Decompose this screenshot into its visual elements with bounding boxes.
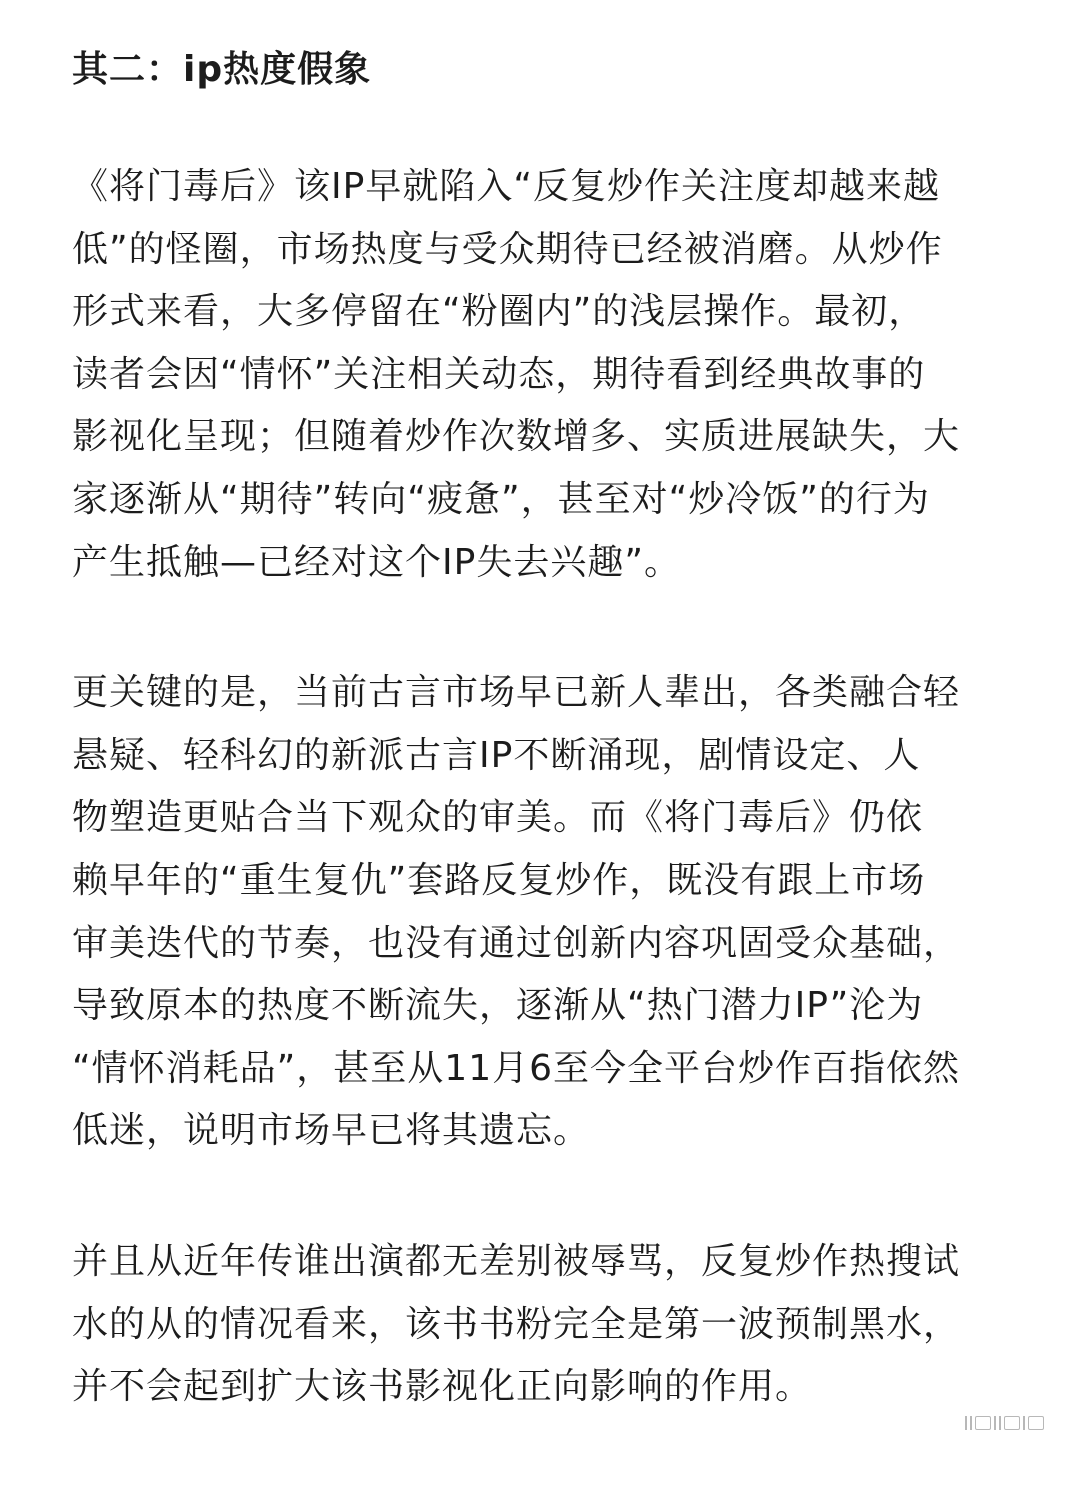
text-line: 悬疑、轻科幻的新派古言IP不断涌现，剧情设定、人 <box>72 734 921 776</box>
text-line: 产生抵触—已经对这个IP失去兴趣”。 <box>72 541 681 583</box>
watermark-bar <box>999 1416 1001 1430</box>
text-line: 更关键的是，当前古言市场早已新人辈出，各类融合轻 <box>72 672 961 714</box>
text-line: 低”的怪圈，市场热度与受众期待已经被消磨。从炒作 <box>72 228 943 270</box>
text-line: “情怀消耗品”，甚至从11月6至今全平台炒作百指依然 <box>72 1047 961 1089</box>
text-line: 审美迭代的节奏，也没有通过创新内容巩固受众基础， <box>72 922 961 964</box>
watermark-bar <box>970 1416 972 1430</box>
paragraph-2 <box>72 662 1032 1163</box>
section-heading: 其二：ip热度假象 <box>72 49 372 90</box>
watermark-glyph-icon <box>965 1416 1044 1430</box>
paragraph-3 <box>72 1231 1032 1419</box>
text-line: 读者会因“情怀”关注相关动态，期待看到经典故事的 <box>72 353 926 395</box>
text-line: 并不会起到扩大该书影视化正向影响的作用。 <box>72 1366 813 1408</box>
watermark-bar <box>965 1416 967 1430</box>
text-line: 导致原本的热度不断流失，逐渐从“热门潜力IP”沦为 <box>72 985 924 1027</box>
watermark-bar <box>1023 1416 1025 1430</box>
text-line: 低迷，说明市场早已将其遗忘。 <box>72 1110 591 1152</box>
text-line: 赖早年的“重生复仇”套路反复炒作，既没有跟上市场 <box>72 859 926 901</box>
text-line: 并且从近年传谁出演都无差别被辱骂，反复炒作热搜试 <box>72 1240 961 1282</box>
text-line: 物塑造更贴合当下观众的审美。而《将门毒后》仍依 <box>72 797 924 839</box>
text-line: 《将门毒后》该IP早就陷入“反复炒作关注度却越来越 <box>72 166 940 207</box>
text-line: 形式来看，大多停留在“粉圈内”的浅层操作。最初， <box>72 291 926 333</box>
watermark-box <box>1028 1416 1044 1430</box>
article <box>72 40 1032 1487</box>
text-line: 家逐渐从“期待”转向“疲惫”，甚至对“炒冷饭”的行为 <box>72 478 930 520</box>
paragraph-1 <box>72 156 1032 594</box>
text-line: 影视化呈现；但随着炒作次数增多、实质进展缺失，大 <box>72 416 961 458</box>
text-line: 水的从的情况看来，该书书粉完全是第一波预制黑水， <box>72 1303 961 1345</box>
watermark-bar <box>994 1416 996 1430</box>
watermark-box <box>975 1416 991 1430</box>
watermark-box <box>1004 1416 1020 1430</box>
